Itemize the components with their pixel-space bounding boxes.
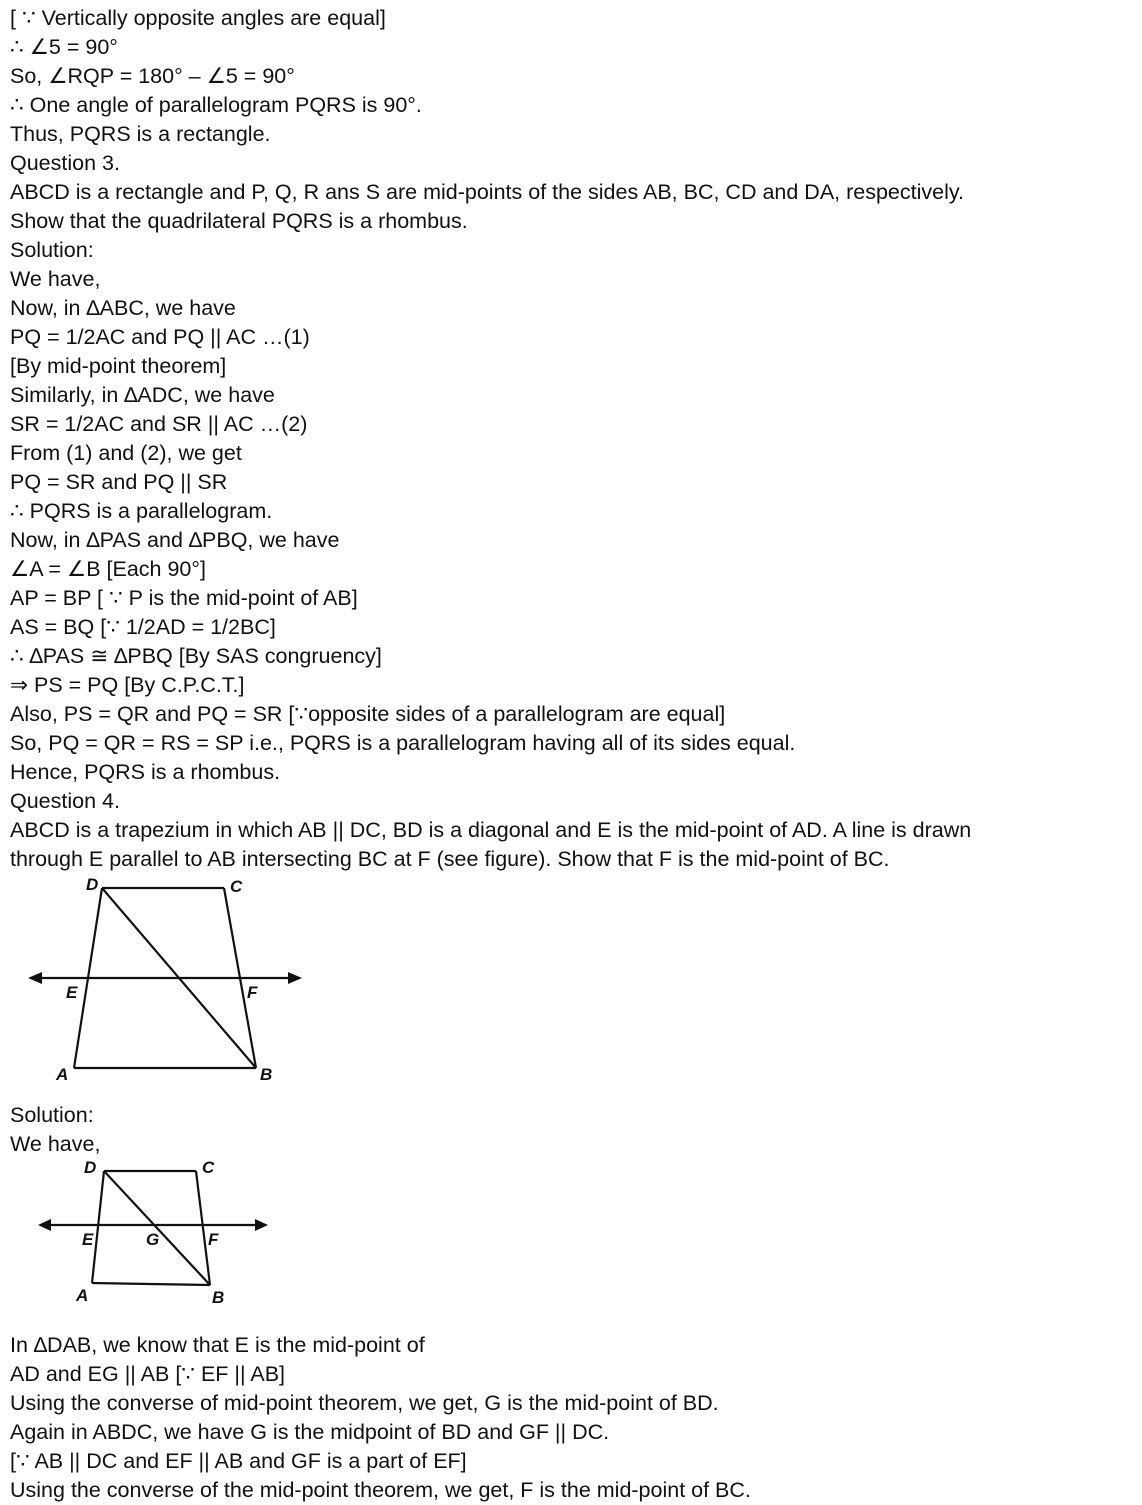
label-e: E	[82, 1230, 94, 1249]
text-line: We have,	[10, 267, 101, 291]
text-line: From (1) and (2), we get	[10, 441, 242, 465]
trapezium-figure-solution	[36, 1159, 306, 1331]
document-page	[10, 4, 1138, 1505]
text-line: AS = BQ [∵ 1/2AD = 1/2BC]	[10, 615, 276, 639]
side-bc	[196, 1171, 210, 1285]
text-line: AD and EG || AB [∵ EF || AB]	[10, 1362, 286, 1386]
text-line: In ∆DAB, we know that E is the mid-point of	[10, 1333, 425, 1357]
side-ad	[92, 1171, 104, 1283]
text-line: Hence, PQRS is a rhombus.	[10, 760, 281, 784]
arrow-right-icon	[255, 1219, 268, 1231]
text-block-mid	[10, 1101, 1138, 1159]
label-a: A	[56, 1065, 69, 1084]
text-line: ⇒ PS = PQ [By C.P.C.T.]	[10, 673, 245, 697]
text-block-top	[10, 4, 1138, 874]
text-line: Also, PS = QR and PQ = SR [∵opposite sides of a parallelogram are equal]	[10, 702, 726, 726]
text-line: [By mid-point theorem]	[10, 354, 227, 378]
label-f: F	[247, 983, 258, 1002]
text-line: We have,	[10, 1132, 101, 1156]
text-block-bottom	[10, 1331, 1138, 1505]
label-b: B	[260, 1065, 273, 1084]
solution-heading: Solution:	[10, 1103, 94, 1127]
text-line: ∴ ∠5 = 90°	[10, 35, 118, 59]
text-line: ∴ PQRS is a parallelogram.	[10, 499, 273, 523]
text-line: Similarly, in ∆ADC, we have	[10, 383, 275, 407]
question-heading: Question 3.	[10, 151, 120, 175]
text-line: Again in ABDC, we have G is the midpoint of BD and GF || DC.	[10, 1420, 610, 1444]
diagonal-bd	[104, 1171, 210, 1285]
text-line: Using the converse of the mid-point theorem, we get, F is the mid-point of BC.	[10, 1478, 751, 1502]
text-line: through E parallel to AB intersecting BC at F (see figure). Show that F is the mid-point of BC.	[10, 847, 890, 871]
label-d: D	[86, 876, 99, 894]
text-line: ∴ One angle of parallelogram PQRS is 90°.	[10, 93, 422, 117]
text-line: [ ∵ Vertically opposite angles are equal]	[10, 6, 386, 30]
label-d: D	[84, 1159, 97, 1177]
label-f: F	[208, 1230, 219, 1249]
text-line: Thus, PQRS is a rectangle.	[10, 122, 271, 146]
label-c: C	[230, 877, 243, 896]
label-a: A	[76, 1286, 89, 1305]
text-line: ABCD is a rectangle and P, Q, R ans S are mid-points of the sides AB, BC, CD and DA, respectively.	[10, 180, 964, 204]
arrow-left-icon	[28, 972, 42, 984]
text-line: Now, in ∆PAS and ∆PBQ, we have	[10, 528, 340, 552]
side-ab	[92, 1283, 210, 1285]
label-b: B	[212, 1288, 225, 1307]
question-heading: Question 4.	[10, 789, 120, 813]
text-line: ABCD is a trapezium in which AB || DC, BD is a diagonal and E is the mid-point of AD. A line is drawn	[10, 818, 972, 842]
arrow-right-icon	[288, 972, 302, 984]
text-line: ∠A = ∠B [Each 90°]	[10, 557, 206, 581]
text-line: So, PQ = QR = RS = SP i.e., PQRS is a parallelogram having all of its sides equal.	[10, 731, 796, 755]
label-g: G	[146, 1230, 160, 1249]
text-line: [∵ AB || DC and EF || AB and GF is a part of EF]	[10, 1449, 467, 1473]
text-line: So, ∠RQP = 180° – ∠5 = 90°	[10, 64, 295, 88]
label-c: C	[202, 1159, 215, 1177]
text-line: Using the converse of mid-point theorem, we get, G is the mid-point of BD.	[10, 1391, 719, 1415]
text-line: PQ = 1/2AC and PQ || AC …(1)	[10, 325, 310, 349]
text-line: Show that the quadrilateral PQRS is a rhombus.	[10, 209, 468, 233]
text-line: Now, in ∆ABC, we have	[10, 296, 236, 320]
solution-heading: Solution:	[10, 238, 94, 262]
text-line: ∴ ∆PAS ≅ ∆PBQ [By SAS congruency]	[10, 644, 382, 668]
text-line: AP = BP [ ∵ P is the mid-point of AB]	[10, 586, 358, 610]
arrow-left-icon	[38, 1219, 51, 1231]
label-e: E	[66, 983, 78, 1002]
text-line: PQ = SR and PQ || SR	[10, 470, 228, 494]
text-line: SR = 1/2AC and SR || AC …(2)	[10, 412, 308, 436]
trapezium-figure-question	[16, 876, 316, 1101]
